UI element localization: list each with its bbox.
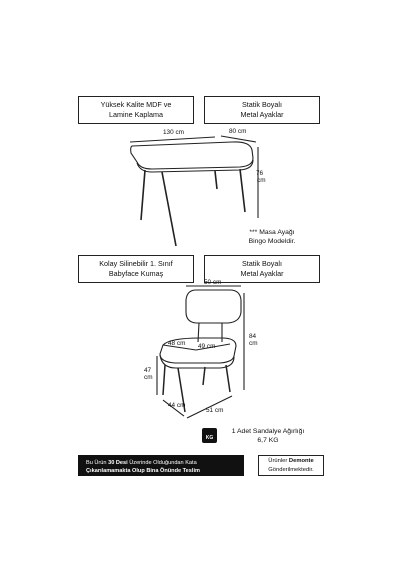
chair-weight-info	[222, 428, 314, 446]
table-legs-line2: Metal Ayaklar	[240, 110, 284, 119]
table-length-dim: 130 cm	[163, 129, 184, 136]
chair-base-depth-dim: 44 cm	[168, 402, 186, 409]
table-leg	[240, 169, 245, 212]
weight-icon-label: KG	[205, 435, 214, 441]
chair-back-width-dim: 50 cm	[204, 279, 222, 286]
chair-back-support	[198, 323, 222, 342]
assembly-info-line1: Ürünler Demonte	[268, 458, 314, 465]
table-leg-note	[232, 229, 312, 247]
chair-seat-width-dim: 49 cm	[198, 343, 216, 350]
chair-height-unit: cm	[249, 340, 258, 347]
table-length-dim-line	[130, 137, 215, 142]
delivery-info-banner	[78, 455, 244, 483]
chair-base-width-dim: 51 cm	[206, 407, 224, 414]
chair-fabric-line2: Babyface Kumaş	[108, 269, 164, 278]
table-legs-line1: Statik Boyalı	[242, 100, 282, 110]
chair-seat-edge	[160, 355, 234, 368]
table-top-edge	[137, 160, 253, 172]
table-leg-note-line1: *** Masa Ayağı	[249, 229, 295, 236]
table-leg	[215, 171, 217, 189]
table-material-line1: Yüksek Kalite MDF ve	[100, 100, 172, 110]
delivery-info-line1: Bu Ürün 30 Desi Üzerinde Olduğundan Kata	[86, 460, 197, 466]
chair-fabric-line1: Kolay Silinebilir 1. Sınıf	[99, 259, 173, 269]
table-leg-note-line2: Bingo Modeldir.	[248, 237, 296, 245]
table-top-outline	[131, 142, 253, 169]
table-height-unit: cm	[257, 177, 266, 184]
chair-seat-depth-dim: 48 cm	[168, 340, 186, 347]
assembly-info-line2: Gönderilmektedir.	[268, 466, 314, 473]
chair-leg	[163, 365, 165, 395]
weight-icon	[202, 428, 217, 443]
chair-weight-line1: 1 Adet Sandalye Ağırlığı	[231, 428, 305, 435]
table-width-dim-line	[221, 136, 256, 142]
chair-height-dim: 84	[249, 333, 257, 340]
delivery-info-line2: Çıkarılamamakta Olup Bina Önünde Teslim Edilmektedir.	[86, 468, 200, 483]
chair-leg	[203, 367, 205, 385]
table-leg	[141, 170, 145, 220]
chair-backrest	[186, 290, 241, 323]
table-material-line2: Lamine Kaplama	[109, 110, 163, 119]
table-leg	[162, 172, 176, 246]
table-height-dim: 76	[256, 170, 264, 177]
chair-leg	[226, 365, 230, 392]
assembly-info-box	[258, 455, 324, 476]
table-width-dim: 80 cm	[229, 128, 247, 135]
chair-seat-height-unit: cm	[144, 374, 153, 381]
chair-fabric-label	[78, 255, 194, 283]
chair-legs-line2: Metal Ayaklar	[240, 269, 284, 278]
chair-seat-height-dim: 47	[144, 367, 152, 374]
chair-weight-line2: 6,7 KG	[257, 436, 279, 444]
chair-legs-line1: Statik Boyalı	[242, 259, 282, 269]
